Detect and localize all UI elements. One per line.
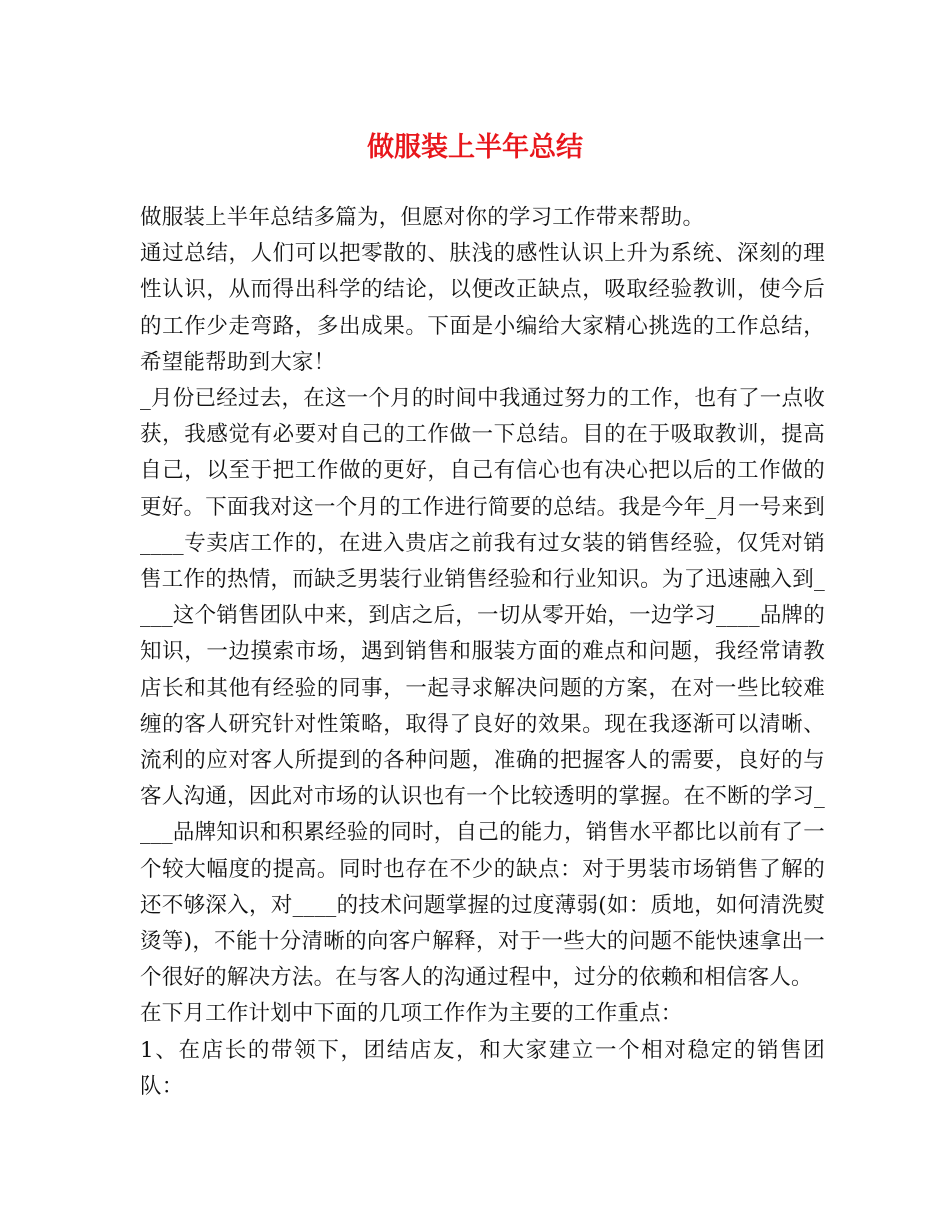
document-body	[140, 200, 825, 1105]
paragraph-summary-purpose: 通过总结，人们可以把零散的、肤浅的感性认识上升为系统、深刻的理性认识，从而得出科学的结论，以便改正缺点，吸取经验教训，使今后的工作少走弯路，多出成果。下面是小编给大家精心挑选的工作总结，希望能帮助到大家！	[140, 241, 825, 375]
paragraph-plan-item-1: 1、在店长的带领下，团结店友，和大家建立一个相对稳定的销售团队：	[140, 1037, 825, 1099]
paragraph-monthly-review: _月份已经过去，在这一个月的时间中我通过努力的工作，也有了一点收获，我感觉有必要对自己的工作做一下总结。目的在于吸取教训，提高自己，以至于把工作做的更好，自己有信心也有决心把以后的工作做的更好。下面我对这一个月的工作进行简要的总结。我是今年_月一号来到____专卖店工作的，在进入贵店之前我有过女装的销售经验，仅凭对销售工作的热情，而缺乏男装行业销售经验和行业知识。为了迅速融入到____这个销售团队中来，到店之后，一切从零开始，一边学习____品牌的知识，一边摸索市场，遇到销售和服装方面的难点和问题，我经常请教店长和其他有经验的同事，一起寻求解决问题的方案，在对一些比较难缠的客人研究针对性策略，取得了良好的效果。现在我逐渐可以清晰、流利的应对客人所提到的各种问题，准确的把握客人的需要，良好的与客人沟通，因此对市场的认识也有一个比较透明的掌握。在不断的学习____品牌知识和积累经验的同时，自己的能力，销售水平都比以前有了一个较大幅度的提高。同时也存在不少的缺点：对于男装市场销售了解的还不够深入，对____的技术问题掌握的过度薄弱(如：质地，如何清洗熨烫等)，不能十分清晰的向客户解释，对于一些大的问题不能快速拿出一个很好的解决方法。在与客人的沟通过程中，过分的依赖和相信客人。	[140, 386, 825, 991]
document-title: 做服装上半年总结	[367, 132, 583, 163]
paragraph-plan-heading: 在下月工作计划中下面的几项工作作为主要的工作重点：	[140, 1001, 683, 1027]
paragraph-intro: 做服装上半年总结多篇为，但愿对你的学习工作带来帮助。	[140, 205, 705, 230]
